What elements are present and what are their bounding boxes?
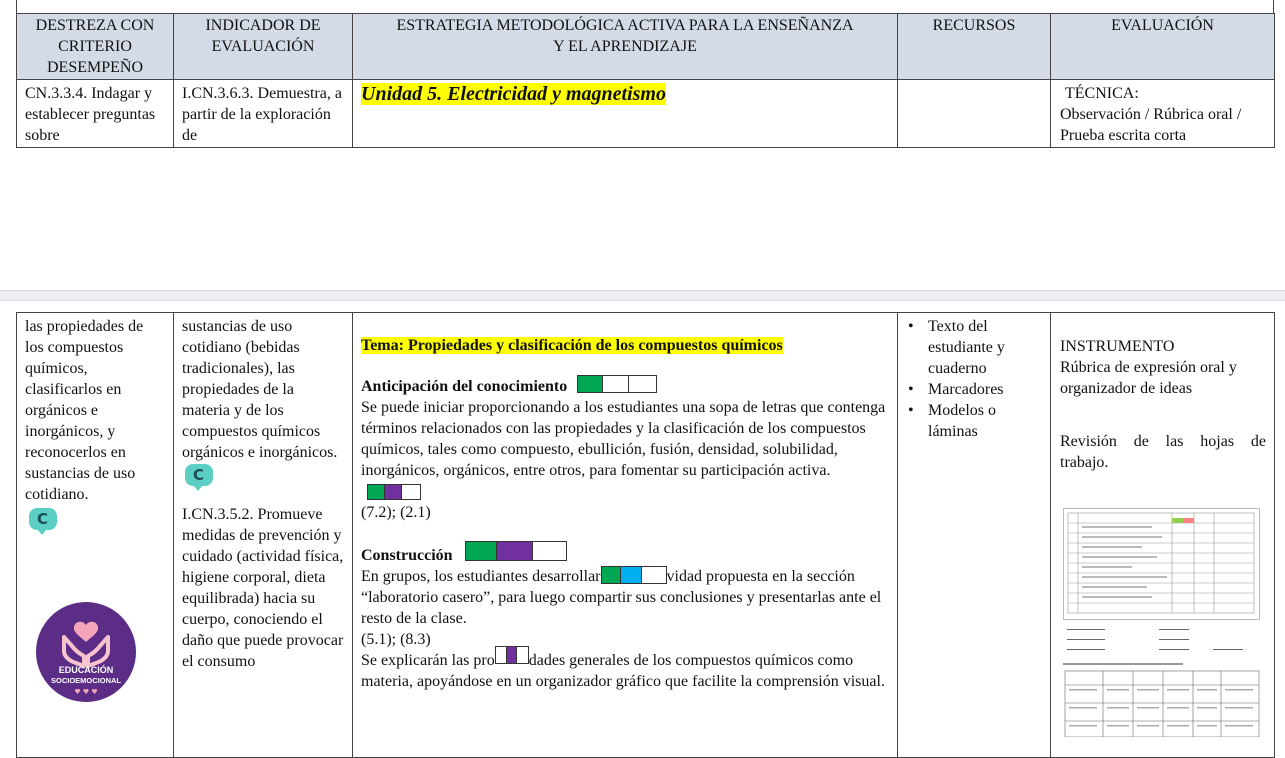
page-2 xyxy=(0,301,1285,737)
recurso-item: • Marcadores xyxy=(928,379,1042,400)
progress-bar-icon xyxy=(495,646,529,664)
logo-line1: EDUCACIÓN xyxy=(58,665,114,675)
tecnica-label: TÉCNICA: xyxy=(1065,85,1139,102)
destreza-text: CN.3.3.4. Indagar y establecer preguntas sobre xyxy=(25,85,156,144)
progress-bar-icon xyxy=(601,566,667,584)
tecnica-value: Observación / Rúbrica oral / Prueba escrita corta xyxy=(1060,106,1242,144)
indicador-text-2: I.CN.3.5.2. Promueve medidas de prevención y cuidado (actividad física, higiene corporal, dieta equilibrada) hacia su cuerpo, conociendo el daño que puede provocar el consumo xyxy=(182,506,344,670)
header-row xyxy=(17,14,1275,80)
recursos-cell xyxy=(898,80,1051,148)
indicador-text: I.CN.3.6.3. Demuestra, a partir de la exploración de xyxy=(182,85,342,144)
unit-title: Unidad 5. Electricidad y magnetismo xyxy=(361,83,666,105)
svg-text:♥ ♥ ♥: ♥ ♥ ♥ xyxy=(74,688,98,696)
construccion-codes: (5.1); (8.3) xyxy=(361,631,431,648)
instrumento-label: INSTRUMENTO xyxy=(1060,338,1175,355)
header-recursos: RECURSOS xyxy=(898,14,1051,80)
rubric-thumbnail xyxy=(1063,623,1261,737)
chat-c-icon: C xyxy=(29,508,57,530)
page-1 xyxy=(0,0,1285,290)
logo-line2: SOCIOEMOCIONAL xyxy=(50,676,122,685)
revision-text: Revisión de las hojas de trabajo. xyxy=(1060,433,1266,471)
recursos-list xyxy=(908,316,1042,442)
anticipacion-text: Se puede iniciar proporcionando a los estudiantes una sopa de letras que contenga términos relacionados con las propiedades y la clasificación de los compuestos químicos, tales como compuesto, ebullición, fusión, densidad, solubilidad, inorgánicos, orgánicos, entre otros, para fomentar su participación activa. xyxy=(361,397,889,502)
instrumento-value: Rúbrica de expresión oral y organizador de ideas xyxy=(1060,359,1237,397)
header-estrategia: ESTRATEGIA METODOLÓGICA ACTIVA PARA LA ENSEÑANZA Y EL APRENDIZAJE xyxy=(353,14,898,80)
planning-table-page1 xyxy=(16,13,1275,148)
header-evaluacion: EVALUACIÓN xyxy=(1051,14,1275,80)
progress-bar-icon xyxy=(465,541,567,561)
header-indicador: INDICADOR DE EVALUACIÓN xyxy=(174,14,353,80)
chat-c-icon: C xyxy=(185,464,213,486)
page-break xyxy=(0,290,1285,301)
rubric-thumbnail xyxy=(1063,508,1260,620)
construccion-title: Construcción xyxy=(361,547,453,564)
content-row xyxy=(17,80,1275,148)
socioemotional-logo-icon xyxy=(35,601,137,703)
indicador-text-1: sustancias de uso cotidiano (bebidas tradicionales), las propiedades de la materia y de los compuestos químicos orgánicos e inorgánicos. xyxy=(182,318,338,461)
progress-bar-icon xyxy=(367,484,421,500)
recurso-item: • Texto del estudiante y cuaderno xyxy=(928,316,1042,379)
anticipacion-codes: (7.2); (2.1) xyxy=(361,504,431,521)
explicacion-text: Se explicarán las pro dades generales de los compuestos químicos como materia, apoyándose en un organizador gráfico que facilite la comprensión visual. xyxy=(361,650,889,692)
tema-title: Tema: Propiedades y clasificación de los compuestos químicos xyxy=(361,337,783,354)
anticipacion-title: Anticipación del conocimiento xyxy=(361,378,568,395)
construccion-text: En grupos, los estudiantes desarrollar vidad propuesta en la sección “laboratorio casero”, para luego compartir sus conclusiones y presentarlas ante el resto de la clase. xyxy=(361,568,882,627)
header-destreza: DESTREZA CON CRITERIO DESEMPEÑO xyxy=(17,14,174,80)
progress-bar-icon xyxy=(577,375,657,393)
recurso-item: • Modelos o láminas xyxy=(928,400,1042,442)
destreza-text: las propiedades de los compuestos químicos, clasificarlos en orgánicos e inorgánicos, y reconocerlos en sustancias de uso cotidiano. xyxy=(25,318,144,503)
